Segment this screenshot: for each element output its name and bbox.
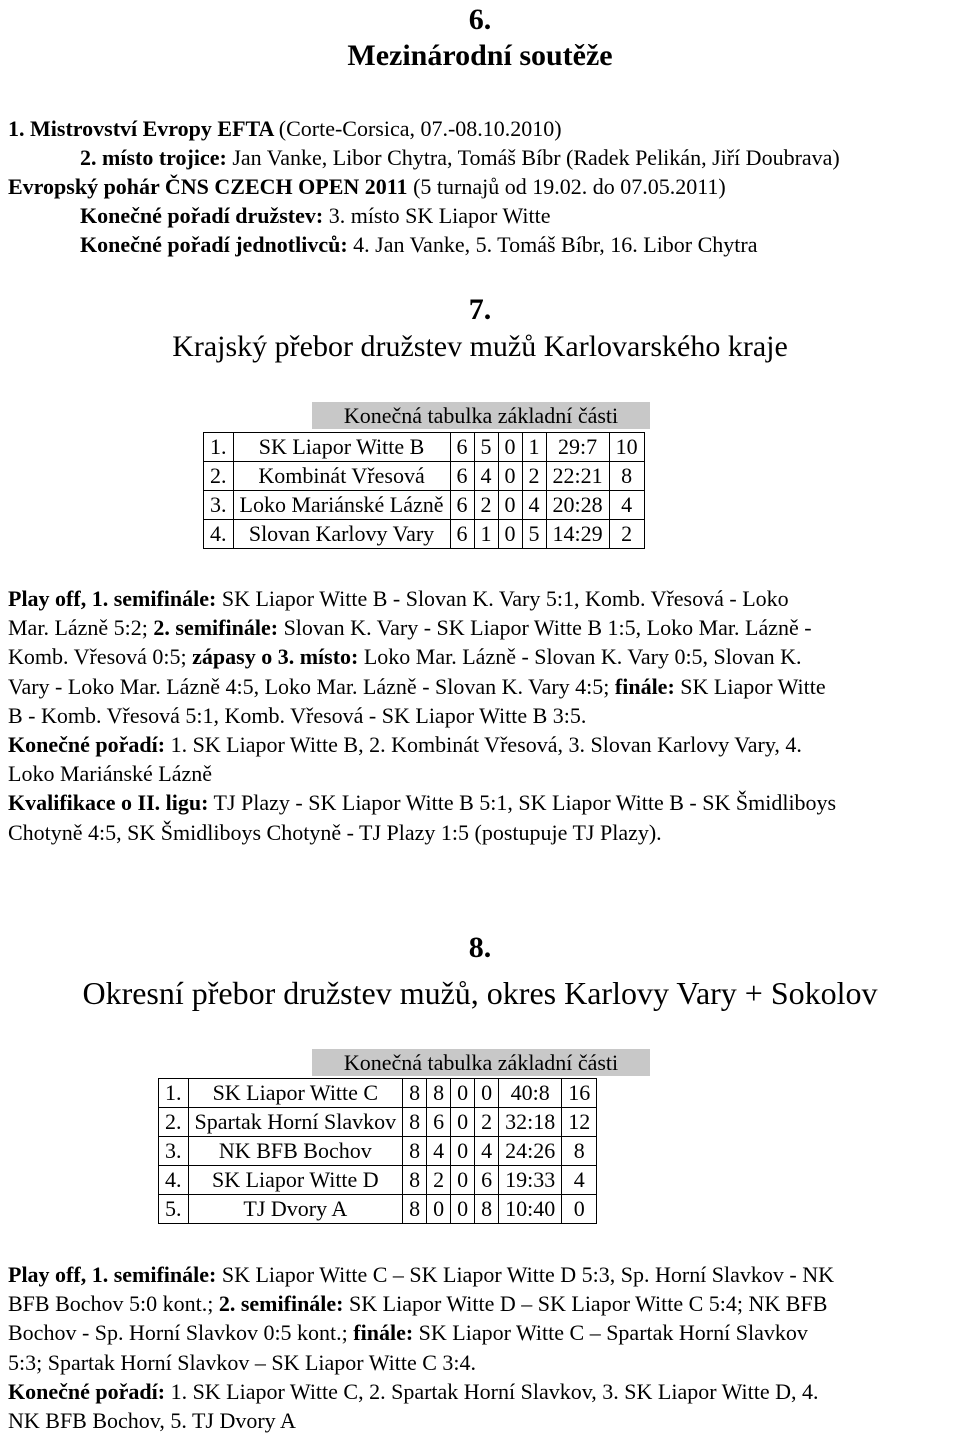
score-cell: 14:29 <box>546 520 609 549</box>
rank-cell: 3. <box>204 491 234 520</box>
draws-cell: 0 <box>451 1195 475 1224</box>
draws-cell: 0 <box>451 1079 475 1108</box>
bold-label: 2. semifinále: <box>218 1291 344 1317</box>
bold-label: Konečné pořadí: <box>8 732 166 757</box>
losses-cell: 8 <box>475 1195 499 1224</box>
team-name-cell: Slovan Karlovy Vary <box>233 520 450 549</box>
text-run: Slovan K. Vary - SK Liapor Witte B 1:5, Loko Mar. Lázně - <box>278 615 812 641</box>
losses-cell: 6 <box>475 1166 499 1195</box>
bold-label: Konečné pořadí: <box>8 1378 166 1404</box>
games-cell: 6 <box>450 491 474 520</box>
wins-cell: 4 <box>474 462 498 491</box>
team-name-cell: Kombinát Vřesová <box>233 462 450 491</box>
bold-label: zápasy o 3. místo: <box>192 644 359 670</box>
bold-label: Kvalifikace o II. ligu: <box>8 790 209 816</box>
team-name-cell: TJ Dvory A <box>188 1195 403 1224</box>
bold-label: Play off, 1. semifinále: <box>8 1262 217 1287</box>
points-cell: 8 <box>562 1137 597 1166</box>
efta-label: 1. Mistrovství Evropy EFTA <box>8 116 279 141</box>
efta-line <box>8 114 562 143</box>
rank-cell: 3. <box>159 1137 189 1166</box>
text-run: Chotyně 4:5, SK Šmidliboys Chotyně - TJ Plazy 1:5 (postupuje TJ Plazy). <box>8 819 662 845</box>
losses-cell: 1 <box>522 433 546 462</box>
table-row <box>159 1166 597 1195</box>
wins-cell: 4 <box>427 1137 451 1166</box>
section-6-title: Mezinárodní soutěže <box>347 39 613 72</box>
wins-cell: 0 <box>427 1195 451 1224</box>
text-run: NK BFB Bochov, 5. TJ Dvory A <box>8 1408 296 1433</box>
score-cell: 19:33 <box>499 1166 562 1195</box>
individual-rank-detail: 4. Jan Vanke, 5. Tomáš Bíbr, 16. Libor Chytra <box>347 232 758 257</box>
text-line <box>8 730 802 759</box>
text-run: B - Komb. Vřesová 5:1, Komb. Vřesová - SK Liapor Witte B 3:5. <box>8 702 587 728</box>
wins-cell: 1 <box>474 520 498 549</box>
losses-cell: 2 <box>522 462 546 491</box>
text-line <box>8 1406 296 1435</box>
points-cell: 8 <box>609 462 644 491</box>
losses-cell: 4 <box>522 491 546 520</box>
bold-label: finále: <box>353 1320 414 1346</box>
games-cell: 8 <box>403 1195 427 1224</box>
bold-label: 2. semifinále: <box>153 615 279 641</box>
draws-cell: 0 <box>451 1137 475 1166</box>
text-run: Loko Mariánské Lázně <box>8 761 213 787</box>
games-cell: 8 <box>403 1166 427 1195</box>
text-run: TJ Plazy - SK Liapor Witte B 5:1, SK Liapor Witte B - SK Šmidliboys <box>208 790 837 816</box>
table-row <box>159 1079 597 1108</box>
team-name-cell: NK BFB Bochov <box>188 1137 403 1166</box>
points-cell: 4 <box>609 491 644 520</box>
text-line <box>8 672 826 701</box>
czech-open-label: Evropský pohár ČNS CZECH OPEN 2011 <box>8 174 408 199</box>
losses-cell: 5 <box>522 520 546 549</box>
score-cell: 24:26 <box>499 1137 562 1166</box>
losses-cell: 0 <box>475 1079 499 1108</box>
table-row <box>159 1108 597 1137</box>
rank-cell: 2. <box>204 462 234 491</box>
wins-cell: 6 <box>427 1108 451 1137</box>
section-8-table-title: Konečná tabulka základní části <box>312 1049 650 1076</box>
text-line <box>8 613 812 642</box>
bold-label: Play off, 1. semifinále: <box>8 586 217 611</box>
games-cell: 8 <box>403 1108 427 1137</box>
wins-cell: 2 <box>474 491 498 520</box>
draws-cell: 0 <box>451 1166 475 1195</box>
text-line <box>8 1348 476 1377</box>
section-7-number: 7. <box>468 293 492 326</box>
score-cell: 29:7 <box>546 433 609 462</box>
table-row <box>204 520 645 549</box>
games-cell: 6 <box>450 462 474 491</box>
table-row <box>159 1137 597 1166</box>
team-name-cell: SK Liapor Witte C <box>188 1079 403 1108</box>
section-6-number: 6. <box>468 3 492 36</box>
efta-result-label: 2. místo trojice: <box>80 145 227 170</box>
text-line <box>8 1318 808 1347</box>
games-cell: 8 <box>403 1079 427 1108</box>
text-run: Bochov - Sp. Horní Slavkov 0:5 kont.; <box>8 1320 354 1346</box>
table-row <box>159 1195 597 1224</box>
team-rank-line <box>80 201 550 230</box>
text-line <box>8 759 212 788</box>
section-7-table-title: Konečná tabulka základní části <box>312 402 650 429</box>
text-line <box>8 1260 834 1289</box>
text-run: SK Liapor Witte C – SK Liapor Witte D 5:3, Sp. Horní Slavkov - NK <box>216 1262 835 1287</box>
czech-open-line <box>8 172 726 201</box>
rank-cell: 4. <box>204 520 234 549</box>
section-8-number: 8. <box>468 931 492 964</box>
rank-cell: 5. <box>159 1195 189 1224</box>
czech-open-detail: (5 turnajů od 19.02. do 07.05.2011) <box>407 174 726 199</box>
efta-result-line <box>80 143 840 172</box>
efta-result-detail: Jan Vanke, Libor Chytra, Tomáš Bíbr (Radek Pelikán, Jiří Doubrava) <box>226 145 840 170</box>
text-run: Komb. Vřesová 0:5; <box>8 644 193 670</box>
points-cell: 2 <box>609 520 644 549</box>
individual-rank-label: Konečné pořadí jednotlivců: <box>80 232 348 257</box>
score-cell: 32:18 <box>499 1108 562 1137</box>
section-8-standings-table <box>158 1078 597 1224</box>
text-run: 1. SK Liapor Witte C, 2. Spartak Horní Slavkov, 3. SK Liapor Witte D, 4. <box>165 1378 819 1404</box>
score-cell: 20:28 <box>546 491 609 520</box>
points-cell: 10 <box>609 433 644 462</box>
team-name-cell: SK Liapor Witte B <box>233 433 450 462</box>
section-7-standings-table <box>203 432 645 549</box>
section-8-title: Okresní přebor družstev mužů, okres Karlovy Vary + Sokolov <box>82 975 878 1011</box>
score-cell: 22:21 <box>546 462 609 491</box>
wins-cell: 2 <box>427 1166 451 1195</box>
rank-cell: 4. <box>159 1166 189 1195</box>
rank-cell: 1. <box>159 1079 189 1108</box>
team-name-cell: Loko Mariánské Lázně <box>233 491 450 520</box>
draws-cell: 0 <box>498 520 522 549</box>
text-line <box>8 584 789 613</box>
points-cell: 16 <box>562 1079 597 1108</box>
score-cell: 10:40 <box>499 1195 562 1224</box>
points-cell: 12 <box>562 1108 597 1137</box>
individual-rank-line <box>80 230 758 259</box>
text-run: SK Liapor Witte D – SK Liapor Witte C 5:4; NK BFB <box>343 1291 828 1317</box>
text-line <box>8 642 802 671</box>
efta-detail: (Corte-Corsica, 07.-08.10.2010) <box>278 116 562 141</box>
bold-label: finále: <box>614 673 675 699</box>
text-run: 5:3; Spartak Horní Slavkov – SK Liapor Witte C 3:4. <box>8 1349 477 1375</box>
text-line <box>8 1289 827 1318</box>
text-run: 1. SK Liapor Witte B, 2. Kombinát Vřesová, 3. Slovan Karlovy Vary, 4. <box>165 732 802 757</box>
losses-cell: 2 <box>475 1108 499 1137</box>
text-line <box>8 1377 819 1406</box>
team-rank-label: Konečné pořadí družstev: <box>80 203 324 228</box>
draws-cell: 0 <box>498 462 522 491</box>
score-cell: 40:8 <box>499 1079 562 1108</box>
text-run: SK Liapor Witte B - Slovan K. Vary 5:1, Komb. Vřesová - Loko <box>216 586 789 611</box>
points-cell: 0 <box>562 1195 597 1224</box>
games-cell: 6 <box>450 433 474 462</box>
team-name-cell: Spartak Horní Slavkov <box>188 1108 403 1137</box>
rank-cell: 2. <box>159 1108 189 1137</box>
table-row <box>204 491 645 520</box>
text-run: SK Liapor Witte <box>674 673 826 699</box>
wins-cell: 8 <box>427 1079 451 1108</box>
text-run: Mar. Lázně 5:2; <box>8 615 154 641</box>
games-cell: 8 <box>403 1137 427 1166</box>
section-7-title: Krajský přebor družstev mužů Karlovarského kraje <box>172 330 788 363</box>
table-row <box>204 462 645 491</box>
wins-cell: 5 <box>474 433 498 462</box>
team-rank-detail: 3. místo SK Liapor Witte <box>323 203 551 228</box>
team-name-cell: SK Liapor Witte D <box>188 1166 403 1195</box>
text-line <box>8 788 836 817</box>
text-run: BFB Bochov 5:0 kont.; <box>8 1291 219 1317</box>
losses-cell: 4 <box>475 1137 499 1166</box>
points-cell: 4 <box>562 1166 597 1195</box>
text-line <box>8 701 586 730</box>
text-line <box>8 818 662 847</box>
draws-cell: 0 <box>498 433 522 462</box>
text-run: SK Liapor Witte C – Spartak Horní Slavkov <box>413 1320 808 1346</box>
text-run: Loko Mar. Lázně - Slovan K. Vary 0:5, Slovan K. <box>358 644 802 670</box>
draws-cell: 0 <box>498 491 522 520</box>
table-row <box>204 433 645 462</box>
rank-cell: 1. <box>204 433 234 462</box>
draws-cell: 0 <box>451 1108 475 1137</box>
games-cell: 6 <box>450 520 474 549</box>
text-run: Vary - Loko Mar. Lázně 4:5, Loko Mar. Lázně - Slovan K. Vary 4:5; <box>8 673 615 699</box>
